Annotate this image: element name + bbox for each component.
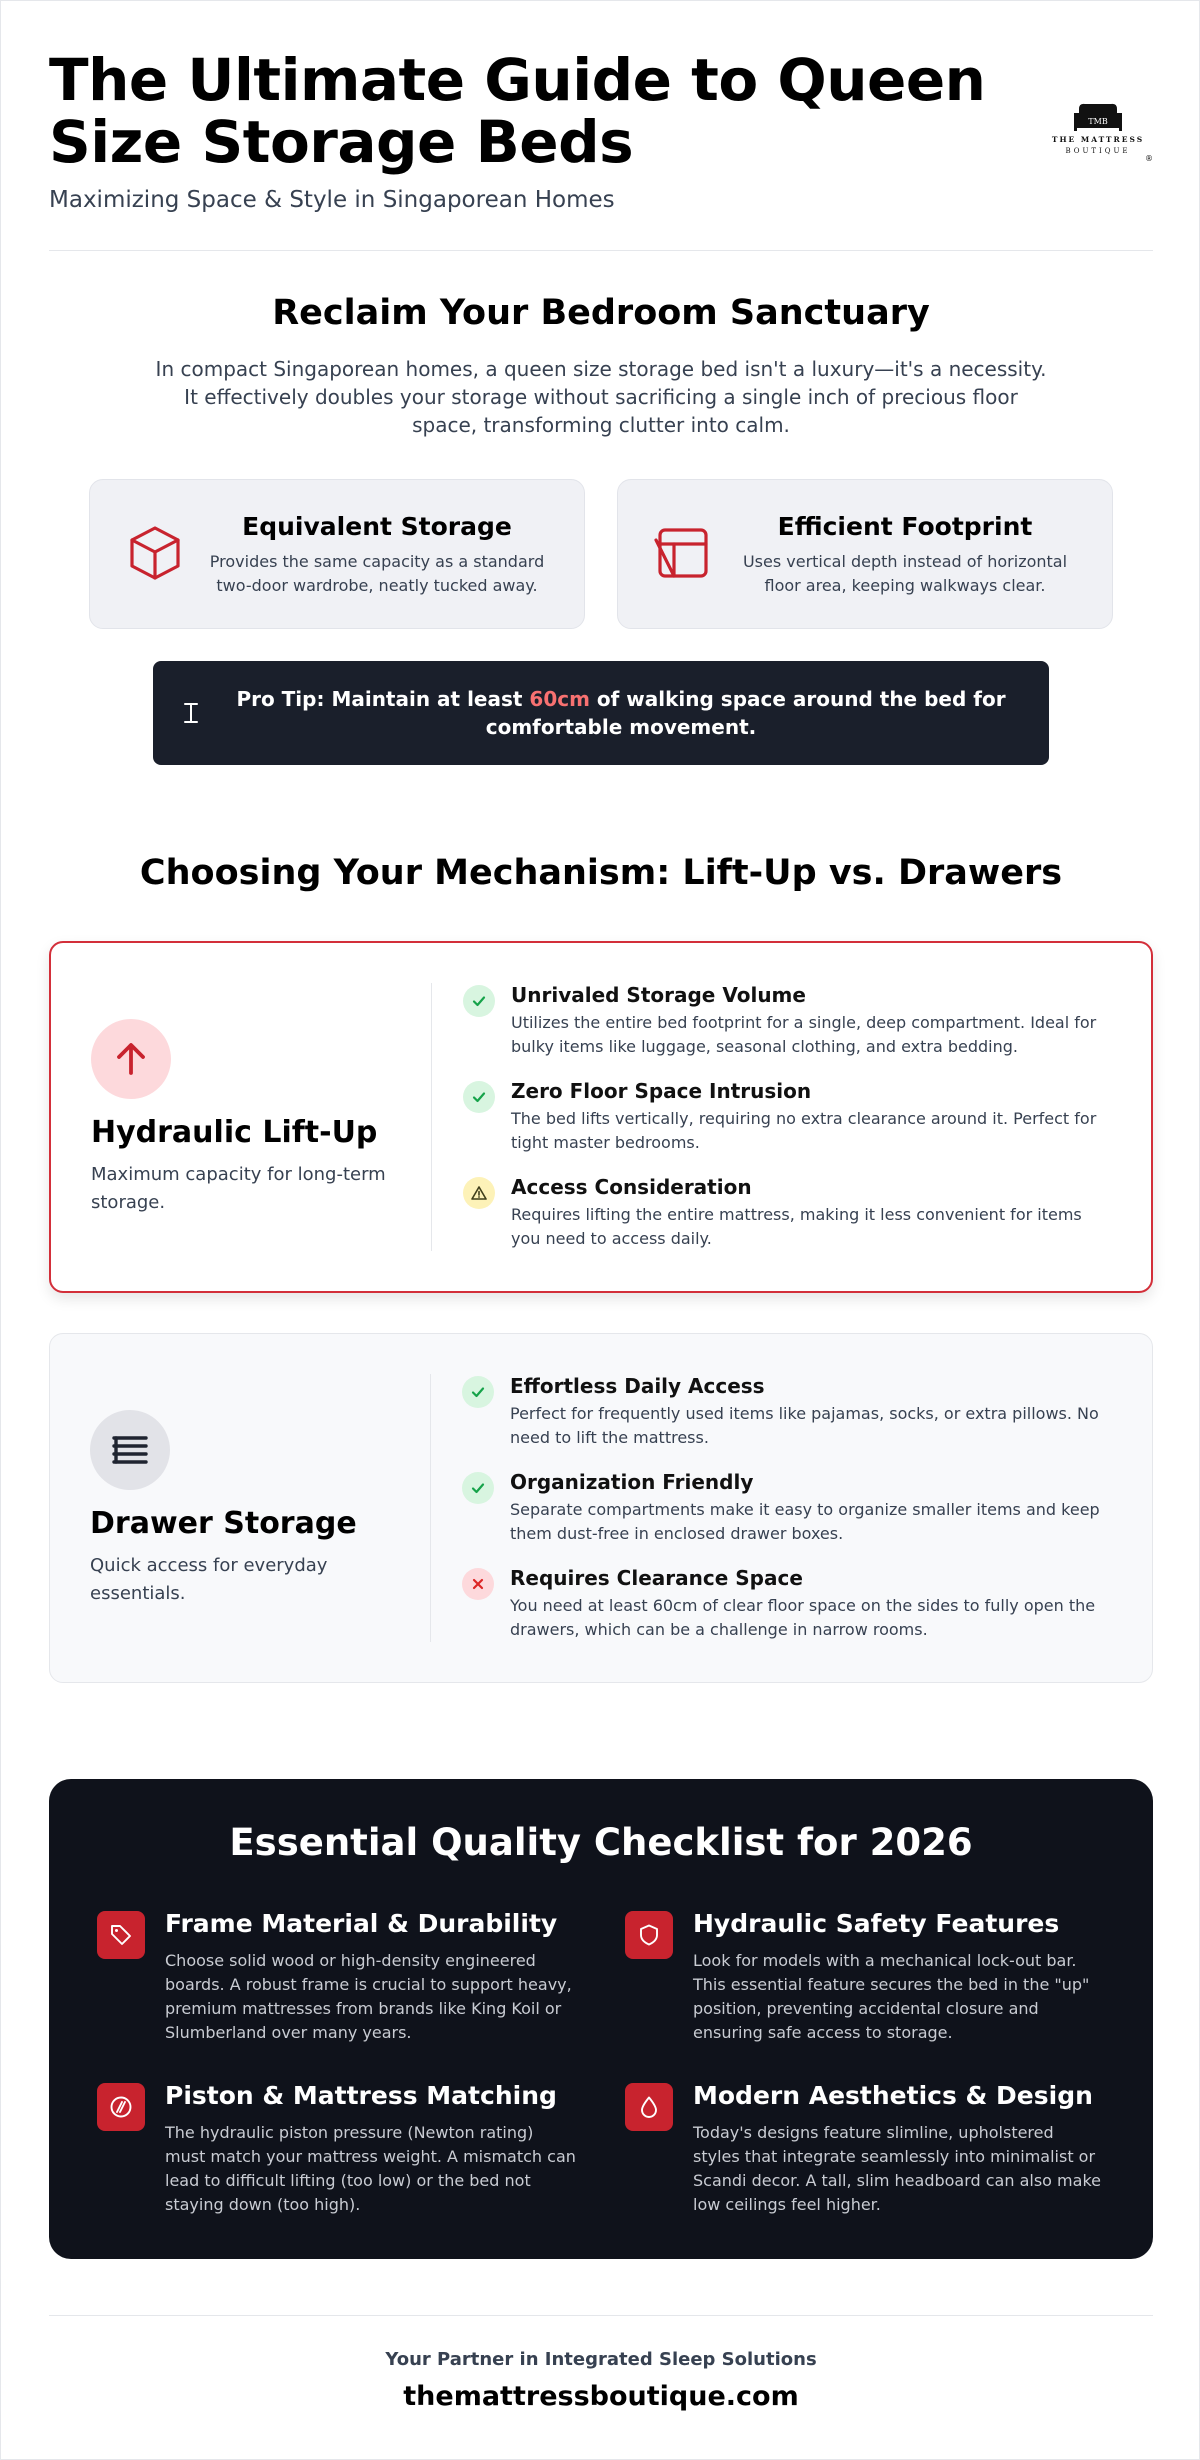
checklist-icon-box xyxy=(97,2083,145,2131)
page-title: The Ultimate Guide to Queen Size Storage Beds xyxy=(49,46,986,176)
item-description: Perfect for frequently used items like pajamas, socks, or extra pillows. No need to lift the mattress. xyxy=(510,1404,1099,1447)
drawer-summary xyxy=(90,1334,410,1682)
checklist-item-piston xyxy=(97,2081,577,2231)
feature-description: Provides the same capacity as a standard two-door wardrobe, neatly tucked away. xyxy=(209,552,545,595)
drop-icon xyxy=(637,2095,661,2119)
item-title: Unrivaled Storage Volume xyxy=(511,983,806,1007)
pro-tip-before: Pro Tip: Maintain at least xyxy=(236,687,530,711)
mechanism-subtitle: Quick access for everyday essentials. xyxy=(90,1555,328,1604)
arrow-up-icon xyxy=(111,1039,151,1079)
check-icon xyxy=(471,993,487,1009)
warning-icon xyxy=(471,1185,487,1201)
checklist-icon-box xyxy=(625,1911,673,1959)
item-title: Access Consideration xyxy=(511,1175,752,1199)
checklist-item-safety xyxy=(625,1909,1105,2059)
item-description: The bed lifts vertically, requiring no extra clearance around it. Perfect for tight master bedrooms. xyxy=(511,1109,1097,1152)
item-title: Requires Clearance Space xyxy=(510,1566,803,1590)
list-item xyxy=(463,1079,1111,1175)
pro-tip-highlight: 60cm xyxy=(529,687,590,711)
list-item xyxy=(462,1566,1112,1662)
divider xyxy=(431,983,432,1251)
checklist-item-description: Choose solid wood or high-density engineered boards. A robust frame is crucial to support heavy, premium mattresses from brands like King Koil or Slumberland over many years. xyxy=(165,1951,572,2042)
item-description: Requires lifting the entire mattress, making it less convenient for items you need to access daily. xyxy=(511,1205,1082,1248)
item-title: Effortless Daily Access xyxy=(510,1374,765,1398)
list-item xyxy=(463,1175,1111,1271)
mechanism-name: Drawer Storage xyxy=(90,1506,357,1541)
lift-up-card xyxy=(49,941,1153,1293)
check-badge xyxy=(462,1472,494,1504)
piston-icon xyxy=(109,2095,133,2119)
mechanism-section-title: Choosing Your Mechanism: Lift-Up vs. Drawers xyxy=(139,853,1063,893)
item-description: You need at least 60cm of clear floor space on the sides to fully open the drawers, which can be a challenge in narrow rooms. xyxy=(510,1596,1096,1639)
list-item xyxy=(462,1470,1112,1566)
intro-description: In compact Singaporean homes, a queen size storage bed isn't a luxury—it's a necessity. It effectively doubles your storage without sacrificing a single inch of precious floor space, transforming clutter into calm. xyxy=(155,357,1047,437)
warning-badge xyxy=(463,1177,495,1209)
shield-icon xyxy=(637,1923,661,1947)
page-subtitle: Maximizing Space & Style in Singaporean Homes xyxy=(49,187,615,213)
bed-logo-icon xyxy=(1071,101,1125,131)
checklist-item-description: Today's designs feature slimline, upholstered styles that integrate seamlessly into minimalist or Scandi decor. A tall, slim headboard can also make low ceilings feel higher. xyxy=(693,2123,1101,2214)
check-badge xyxy=(462,1376,494,1408)
mechanism-subtitle: Maximum capacity for long-term storage. xyxy=(91,1164,386,1213)
checklist-title: Essential Quality Checklist for 2026 xyxy=(229,1821,973,1864)
checklist-item-frame xyxy=(97,1909,577,2059)
drawer-storage-card xyxy=(49,1333,1153,1683)
cube-icon xyxy=(126,524,184,582)
cross-badge xyxy=(462,1568,494,1600)
drawer-attributes xyxy=(462,1374,1112,1662)
quality-checklist xyxy=(49,1779,1153,2259)
checklist-item-title: Piston & Mattress Matching xyxy=(165,2081,557,2110)
checklist-icon-box xyxy=(97,1911,145,1959)
brand-logo[interactable] xyxy=(1043,101,1153,161)
checklist-item-description: The hydraulic piston pressure (Newton rating) must match your mattress weight. A mismatch can lead to difficult lifting (too low) or the bed not staying down (too high). xyxy=(165,2123,576,2214)
divider xyxy=(430,1374,431,1642)
check-badge xyxy=(463,1081,495,1113)
pro-tip-after: of walking space around the bed for comfortable movement. xyxy=(485,687,1006,739)
footer-tagline: Your Partner in Integrated Sleep Solutions xyxy=(385,2349,817,2370)
footprint-icon xyxy=(654,524,712,582)
list-item xyxy=(463,983,1111,1079)
footer-website-link[interactable]: themattressboutique.com xyxy=(403,2381,799,2412)
item-description: Utilizes the entire bed footprint for a single, deep compartment. Ideal for bulky items like luggage, seasonal clothing, and extra bedding. xyxy=(511,1013,1097,1056)
intro-title: Reclaim Your Bedroom Sanctuary xyxy=(272,293,930,333)
feature-title: Efficient Footprint xyxy=(777,512,1033,541)
list-item xyxy=(462,1374,1112,1470)
check-badge xyxy=(463,985,495,1017)
lift-up-attributes xyxy=(463,983,1111,1271)
check-icon xyxy=(471,1089,487,1105)
registered-mark: ® xyxy=(1145,154,1153,163)
pro-tip-text xyxy=(223,685,1019,741)
logo-text-line1: THE MATTRESS xyxy=(1051,135,1145,144)
checklist-item-title: Hydraulic Safety Features xyxy=(693,1909,1060,1938)
drawer-icon xyxy=(110,1430,150,1470)
item-title: Organization Friendly xyxy=(510,1470,754,1494)
check-icon xyxy=(470,1384,486,1400)
checklist-item-title: Modern Aesthetics & Design xyxy=(693,2081,1093,2110)
cross-icon xyxy=(470,1576,486,1592)
ruler-icon xyxy=(181,699,201,727)
mechanism-name: Hydraulic Lift-Up xyxy=(91,1115,378,1150)
feature-title: Equivalent Storage xyxy=(242,512,512,541)
footer-divider xyxy=(49,2315,1153,2316)
checklist-item-title: Frame Material & Durability xyxy=(165,1909,558,1938)
item-description: Separate compartments make it easy to organize smaller items and keep them dust-free in enclosed drawer boxes. xyxy=(510,1500,1100,1543)
feature-card-storage xyxy=(89,479,585,629)
item-title: Zero Floor Space Intrusion xyxy=(511,1079,812,1103)
lift-up-icon-circle xyxy=(91,1019,171,1099)
header xyxy=(49,46,1153,251)
lift-up-summary xyxy=(91,943,411,1291)
tag-icon xyxy=(109,1923,133,1947)
logo-monogram: TMB xyxy=(1088,117,1108,126)
pro-tip-banner xyxy=(153,661,1049,765)
logo-text-line2: BOUTIQUE xyxy=(1065,147,1131,155)
check-icon xyxy=(470,1480,486,1496)
checklist-item-description: Look for models with a mechanical lock-out bar. This essential feature secures the bed in the "up" position, preventing accidental closure and ensuring safe access to storage. xyxy=(693,1951,1090,2042)
checklist-item-aesthetics xyxy=(625,2081,1105,2231)
drawer-icon-circle xyxy=(90,1410,170,1490)
checklist-icon-box xyxy=(625,2083,673,2131)
feature-description: Uses vertical depth instead of horizontal floor area, keeping walkways clear. xyxy=(742,552,1068,595)
feature-card-footprint xyxy=(617,479,1113,629)
